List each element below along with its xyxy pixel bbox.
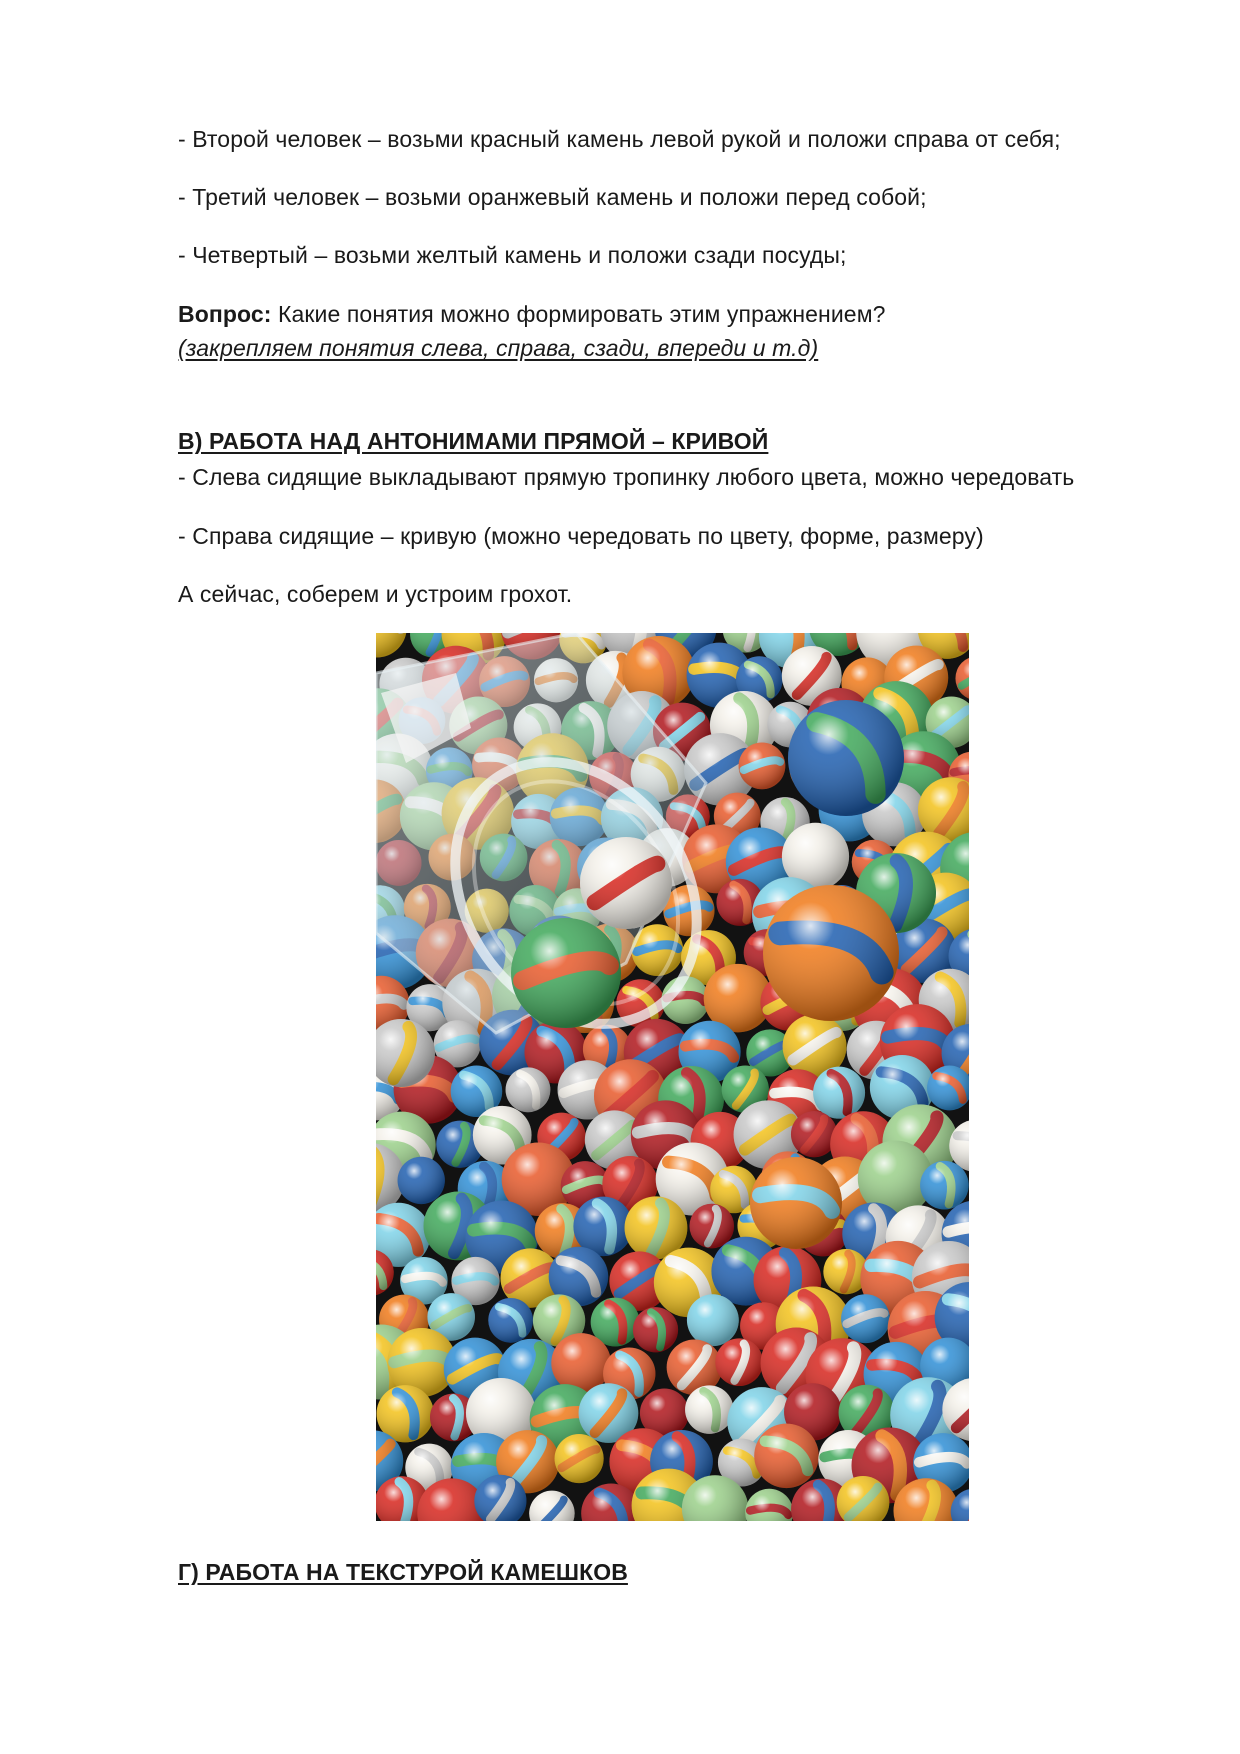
marble-shine [633, 1307, 678, 1352]
section-v-line-rattle: А сейчас, соберем и устроим грохот. [178, 581, 573, 607]
question-line [178, 299, 886, 329]
marble-shine [580, 837, 672, 929]
marble-shine [687, 1294, 739, 1346]
section-g-heading: Г) РАБОТА НА ТЕКСТУРОЙ КАМЕШКОВ [178, 1559, 628, 1585]
section-v-line-left: - Слева сидящие выкладывают прямую тропинку любого цвета, можно чередовать [178, 464, 1075, 490]
marble-shine [813, 1067, 865, 1119]
marble-shine [506, 1067, 551, 1112]
marble-shine [488, 1298, 533, 1343]
instruction-line-fourth-person: - Четвертый – возьми желтый камень и положи сзади посуды; [178, 242, 847, 268]
marble-shine [715, 1338, 763, 1386]
section-v-line-right: - Справа сидящие – кривую (можно чередовать по цвету, форме, размеру) [178, 523, 984, 549]
marble-shine [788, 700, 904, 816]
marble-shine [689, 1204, 734, 1249]
marble-shine [685, 1385, 733, 1433]
marble-shine [555, 1434, 604, 1483]
marble-shine [763, 885, 899, 1021]
marble-shine [398, 1157, 445, 1204]
question-note: (закрепляем понятия слева, справа, сзади, впереди и т.д) [178, 335, 819, 361]
marble-shine [920, 1161, 969, 1210]
marble-shine [754, 1424, 819, 1489]
marble-shine [750, 1157, 842, 1249]
question-text: Какие понятия можно формировать этим упражнением? [271, 301, 886, 327]
marble-shine [791, 1111, 837, 1157]
marbles-photo [376, 633, 969, 1521]
question-label: Вопрос: [178, 301, 272, 327]
marble-shine [551, 1333, 611, 1393]
section-v-heading: В) РАБОТА НАД АНТОНИМАМИ ПРЯМОЙ – КРИВОЙ [178, 428, 769, 454]
marble-shine [841, 1294, 890, 1343]
marbles-illustration [376, 633, 969, 1521]
marble-shine [739, 742, 786, 789]
marble-shine [511, 918, 621, 1028]
instruction-line-second-person: - Второй человек – возьми красный камень левой рукой и положи справа от себя; [178, 126, 1061, 152]
instruction-line-third-person: - Третий человек – возьми оранжевый камень и положи перед собой; [178, 184, 927, 210]
